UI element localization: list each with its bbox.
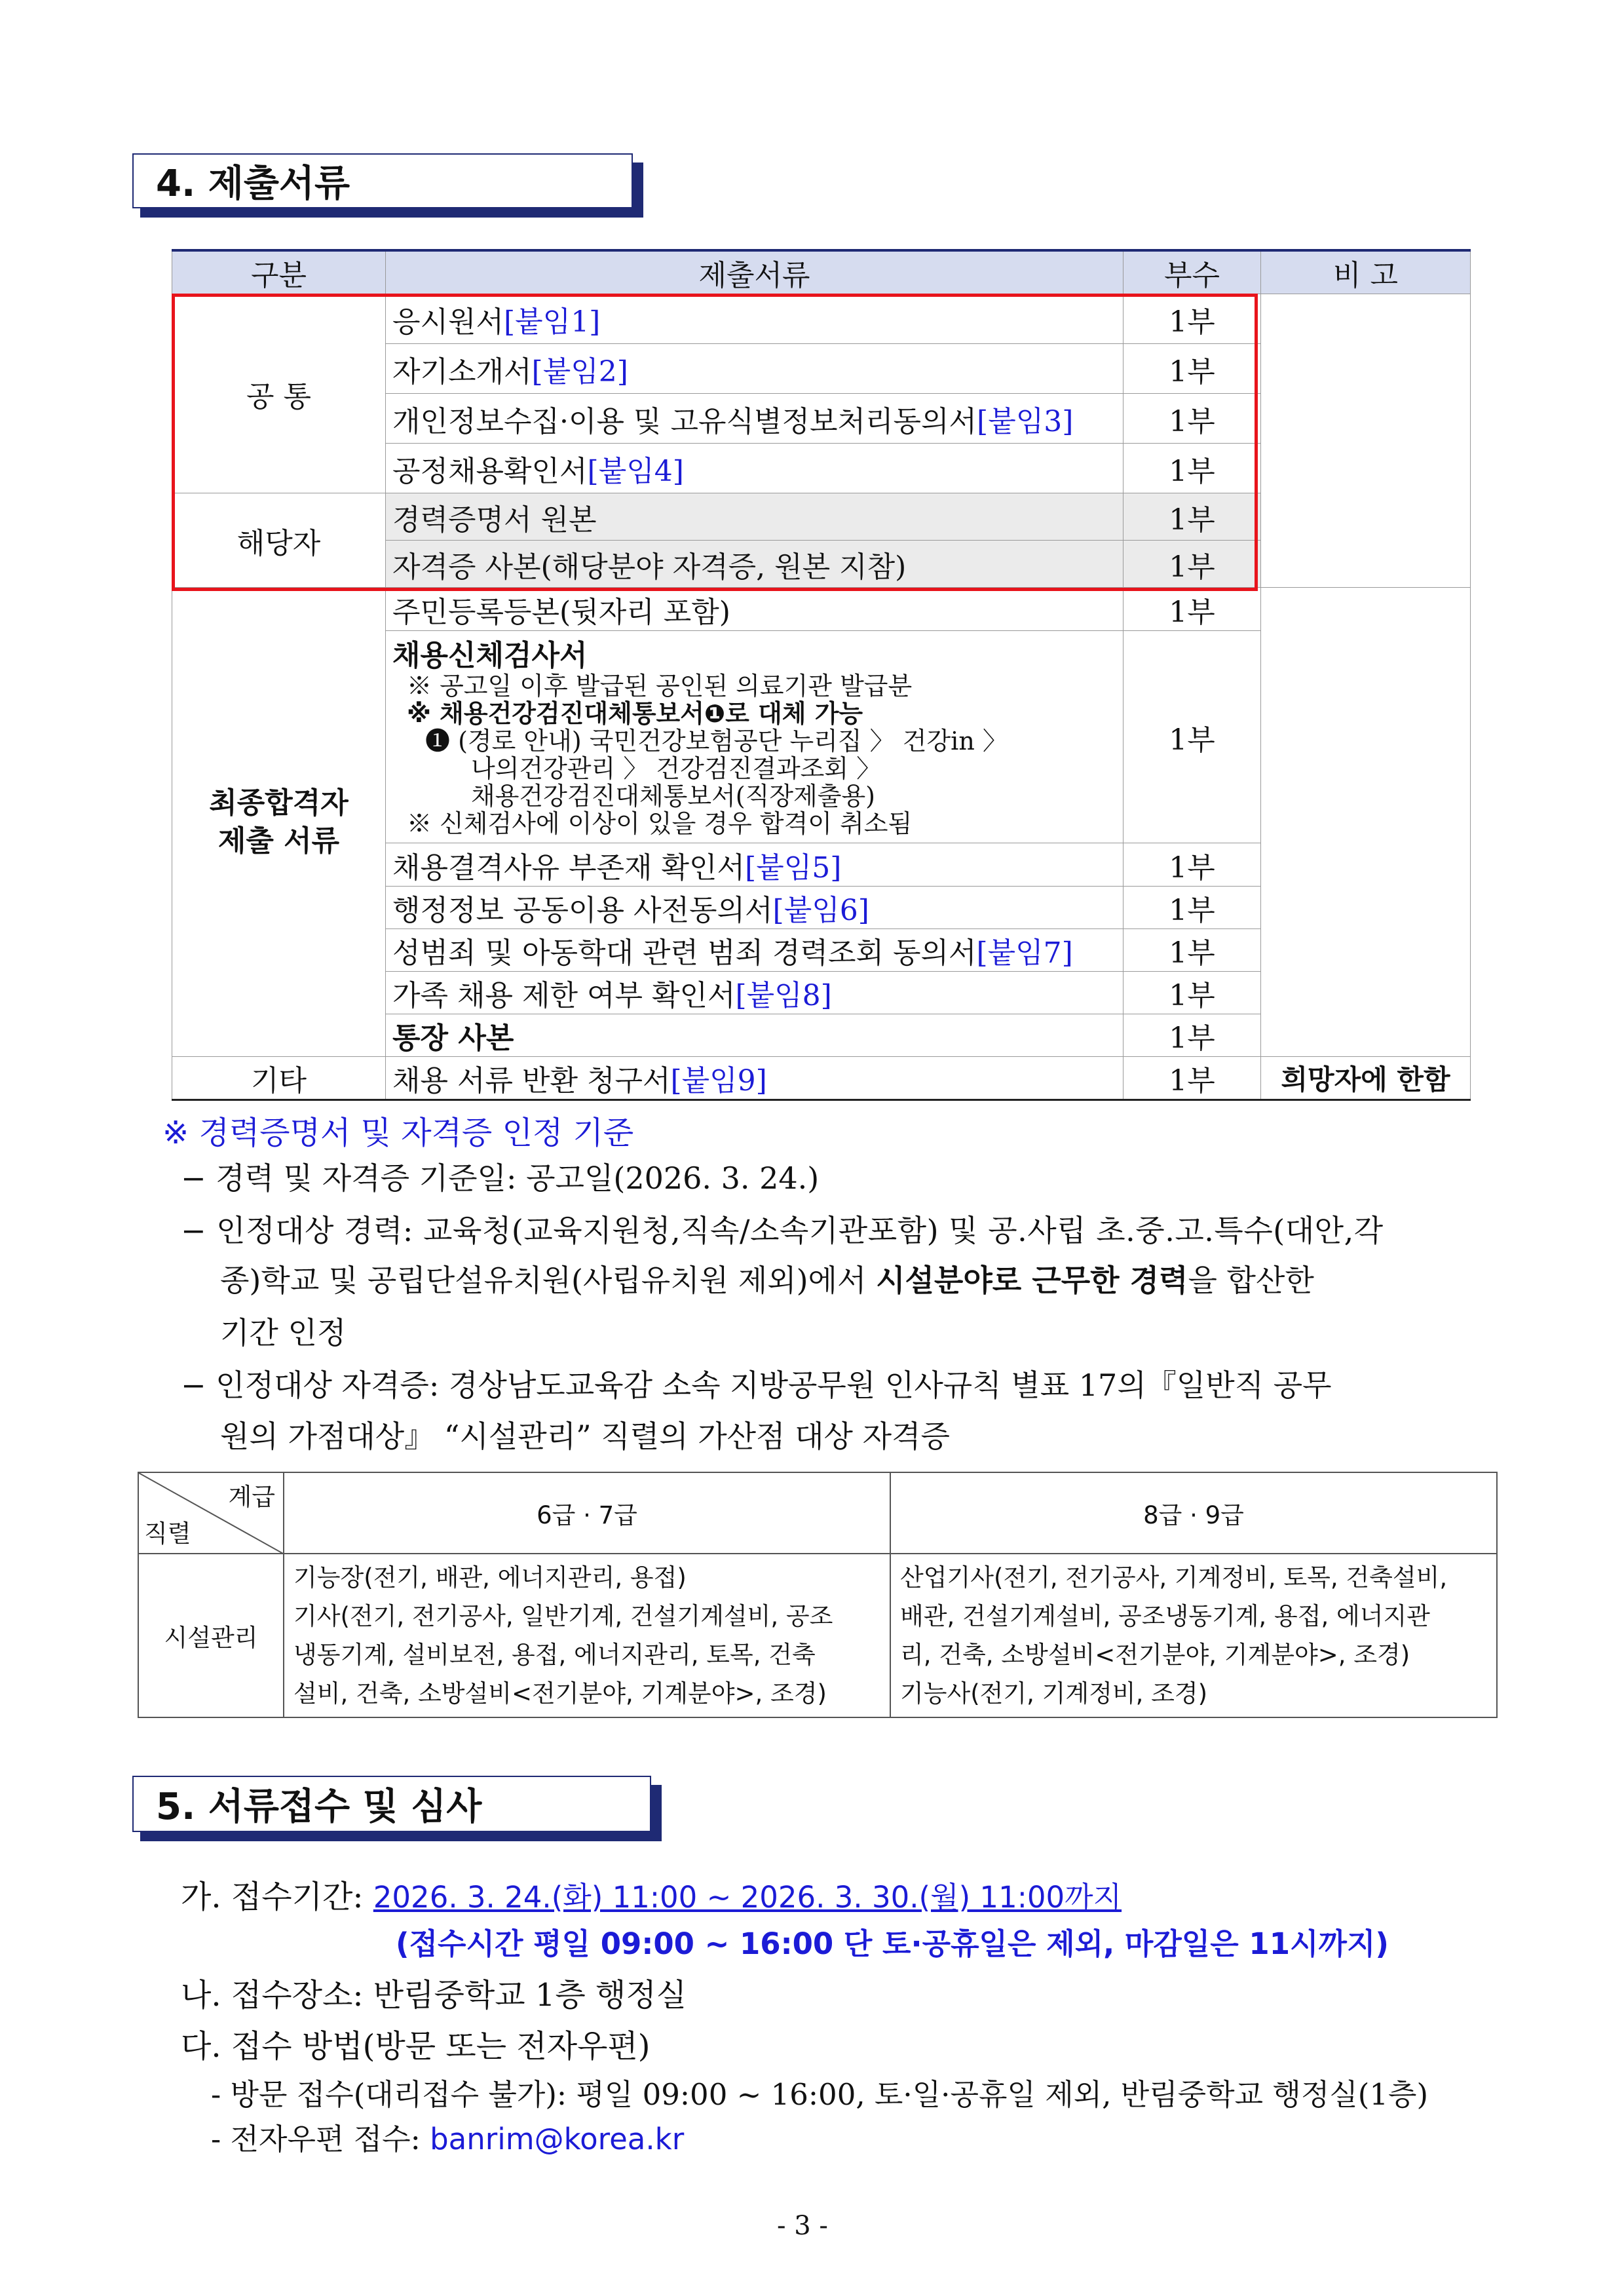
- copies-cell: 1부: [1124, 843, 1261, 887]
- doc-cell: 가족 채용 제한 여부 확인서[붙임8]: [386, 972, 1124, 1014]
- copies-cell: 1부: [1124, 541, 1261, 588]
- remarks-cell: 희망자에 한함: [1261, 1057, 1471, 1100]
- email-link[interactable]: banrim@korea.kr: [430, 2122, 685, 2156]
- section-4-header: [132, 153, 643, 218]
- reception-visit: - 방문 접수(대리접수 불가): 평일 09:00 ~ 16:00, 토·일·공휴일 제외, 반림중학교 행정실(1층): [211, 2077, 1429, 2112]
- doc-cell: 자격증 사본(해당분야 자격증, 원본 지참): [386, 541, 1124, 588]
- grade-row-facility: [138, 1554, 1497, 1717]
- reception-email: - 전자우편 접수: banrim@korea.kr: [211, 2122, 685, 2156]
- doc-cell: 채용결격사유 부존재 확인서[붙임5]: [386, 843, 1124, 887]
- note-career-line-2: 종)학교 및 공립단설유치원(사립유치원 제외)에서 시설분야로 근무한 경력을 합산한: [220, 1263, 1314, 1298]
- remarks-cell: [1261, 588, 1471, 1057]
- group-final: 최종합격자 제출 서류: [172, 588, 386, 1057]
- copies-cell: 1부: [1124, 444, 1261, 493]
- note-career-line-3: 기간 인정: [220, 1315, 347, 1350]
- copies-cell: 1부: [1124, 344, 1261, 394]
- note-license-line-1: − 인정대상 자격증: 경상남도교육감 소속 지방공무원 인사규칙 별표 17의『일반직 공무: [181, 1368, 1332, 1403]
- copies-cell: 1부: [1124, 631, 1261, 843]
- header-documents: 제출서류: [386, 250, 1124, 294]
- note-reference-date: − 경력 및 자격증 기준일: 공고일(2026. 3. 24.): [181, 1160, 820, 1196]
- grade-header-row: [138, 1472, 1497, 1554]
- note-career-line-1: − 인정대상 경력: 교육청(교육지원청,직속/소속기관포함) 및 공.사립 초.중.고.특수(대안,각: [181, 1213, 1384, 1248]
- documents-table: [172, 249, 1471, 1101]
- reception-place: 나. 접수장소: 반림중학교 1층 행정실: [181, 1977, 687, 2014]
- reception-hours-note: (접수시간 평일 09:00 ~ 16:00 단 토·공휴일은 제외, 마감일은 11시까지): [396, 1926, 1389, 1961]
- copies-cell: 1부: [1124, 588, 1261, 631]
- grade-8-9-header: 8급 · 9급: [890, 1472, 1497, 1554]
- header-category: 구분: [172, 250, 386, 294]
- reception-method: 다. 접수 방법(방문 또는 전자우편): [181, 2028, 651, 2065]
- copies-cell: 1부: [1124, 493, 1261, 541]
- page-number: - 3 -: [777, 2211, 828, 2241]
- note-license-line-2: 원의 가점대상』 “시설관리” 직렬의 가산점 대상 자격증: [220, 1419, 950, 1454]
- copies-cell: 1부: [1124, 394, 1261, 444]
- copies-cell: 1부: [1124, 1014, 1261, 1057]
- table-row: [172, 294, 1471, 344]
- group-common: 공 통: [172, 294, 386, 493]
- table-header-row: [172, 250, 1471, 294]
- row-label-facility: 시설관리: [138, 1554, 284, 1717]
- section-4-title: 4. 제출서류: [132, 153, 633, 208]
- reception-period: 가. 접수기간: 2026. 3. 24.(화) 11:00 ~ 2026. 3. 30.(월) 11:00까지: [181, 1879, 1122, 1915]
- doc-cell: 응시원서[붙임1]: [386, 294, 1124, 344]
- license-grade-table: [138, 1472, 1498, 1718]
- copies-cell: 1부: [1124, 887, 1261, 929]
- grade-8-9-licenses: 산업기사(전기, 전기공사, 기계정비, 토목, 건축설비, 배관, 건설기계설비, 공조냉동기계, 용접, 에너지관 리, 건축, 소방설비<전기분야, 기계분야>, 조경) 기능사(전기, 기계정비, 조경): [890, 1554, 1497, 1717]
- remarks-cell: [1261, 294, 1471, 588]
- section-5-header: [132, 1776, 662, 1841]
- doc-cell: 자기소개서[붙임2]: [386, 344, 1124, 394]
- copies-cell: 1부: [1124, 294, 1261, 344]
- doc-cell: 주민등록등본(뒷자리 포함): [386, 588, 1124, 631]
- corner-cell: 계급 직렬: [138, 1472, 284, 1554]
- copies-cell: 1부: [1124, 1057, 1261, 1100]
- table-row: [172, 588, 1471, 631]
- doc-cell: 개인정보수집·이용 및 고유식별정보처리동의서[붙임3]: [386, 394, 1124, 444]
- doc-cell: 통장 사본: [386, 1014, 1124, 1057]
- doc-cell: 성범죄 및 아동학대 관련 범죄 경력조회 동의서[붙임7]: [386, 929, 1124, 972]
- doc-cell: 행정정보 공동이용 사전동의서[붙임6]: [386, 887, 1124, 929]
- group-applicable: 해당자: [172, 493, 386, 588]
- copies-cell: 1부: [1124, 929, 1261, 972]
- table-row: [172, 1057, 1471, 1100]
- notes-title: ※ 경력증명서 및 자격증 인정 기준: [162, 1115, 634, 1151]
- copies-cell: 1부: [1124, 972, 1261, 1014]
- doc-cell: 경력증명서 원본: [386, 493, 1124, 541]
- grade-6-7-licenses: 기능장(전기, 배관, 에너지관리, 용접) 기사(전기, 전기공사, 일반기계, 건설기계설비, 공조 냉동기계, 설비보전, 용접, 에너지관리, 토목, 건축 설비, 건축, 소방설비<전기분야, 기계분야>, 조경): [284, 1554, 890, 1717]
- grade-6-7-header: 6급 · 7급: [284, 1472, 890, 1554]
- doc-cell: 채용 서류 반환 청구서[붙임9]: [386, 1057, 1124, 1100]
- header-remarks: 비 고: [1261, 250, 1471, 294]
- section-5-title: 5. 서류접수 및 심사: [132, 1776, 651, 1832]
- header-copies: 부수: [1124, 250, 1261, 294]
- doc-cell: 공정채용확인서[붙임4]: [386, 444, 1124, 493]
- group-etc: 기타: [172, 1057, 386, 1100]
- health-check-cell: 채용신체검사서 ※ 공고일 이후 발급된 공인된 의료기관 발급분 ※ 채용건강검진대체통보서❶로 대체 가능 ❶ (경로 안내) 국민건강보험공단 누리집 〉 건강in 〉 나의건강관리 〉 건강검진결과조회 〉 채용건강검진대체통보서(직장제출용) ※ 신체검사에 이상이 있을 경우 합격이 취소됨: [386, 631, 1124, 843]
